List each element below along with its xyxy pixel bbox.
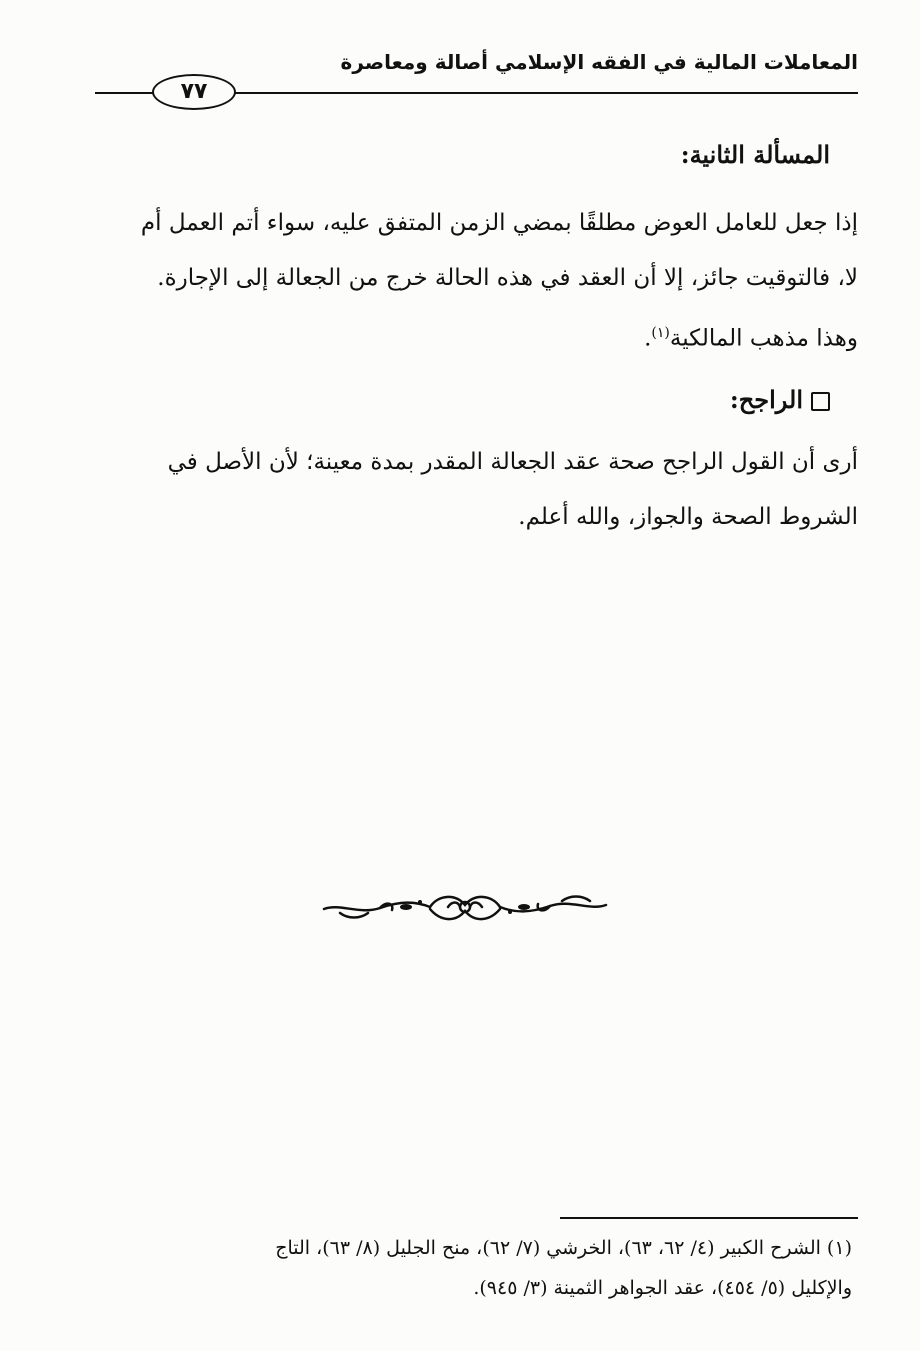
- page-number: ٧٧: [152, 74, 236, 110]
- footnote-line: (١) الشرح الكبير (٤/ ٦٢، ٦٣)، الخرشي (٧/ ٦٢)، منح الجليل (٨/ ٦٣)، التاج: [275, 1237, 852, 1259]
- section-paragraph-second-issue: [88, 196, 858, 367]
- footnote-reference[interactable]: (١): [651, 325, 670, 341]
- section-paragraph-preferred: [88, 435, 858, 545]
- paragraph-line: إذا جعل للعامل العوض مطلقًا بمضي الزمن المتفق عليه، سواء أتم العمل أم: [140, 210, 858, 236]
- ornament-divider-icon: [320, 885, 610, 930]
- paragraph-line: لا، فالتوقيت جائز، إلا أن العقد في هذه الحالة خرج من الجعالة إلى الإجارة.: [157, 265, 858, 291]
- paragraph-line: أرى أن القول الراجح صحة عقد الجعالة المقدر بمدة معينة؛ لأن الأصل في: [167, 449, 858, 475]
- paragraph-end: .: [644, 325, 652, 352]
- paragraph-line: [88, 306, 858, 367]
- paragraph-line: الشروط الصحة والجواز، والله أعلم.: [518, 504, 858, 530]
- footnote-line: والإكليل (٥/ ٤٥٤)، عقد الجواهر الثمينة (٣/ ٩٤٥).: [473, 1277, 852, 1299]
- section-heading-second-issue: المسألة الثانية:: [680, 140, 830, 169]
- footnote-rule: [560, 1217, 858, 1219]
- paragraph-text: وهذا مذهب المالكية: [669, 325, 858, 352]
- footnotes: [100, 1228, 852, 1308]
- running-header: المعاملات المالية في الفقه الإسلامي أصالة ومعاصرة: [340, 50, 858, 74]
- checkbox-icon: [811, 392, 830, 411]
- section-heading-preferred: [730, 385, 830, 414]
- heading-text: الراجح:: [729, 385, 803, 414]
